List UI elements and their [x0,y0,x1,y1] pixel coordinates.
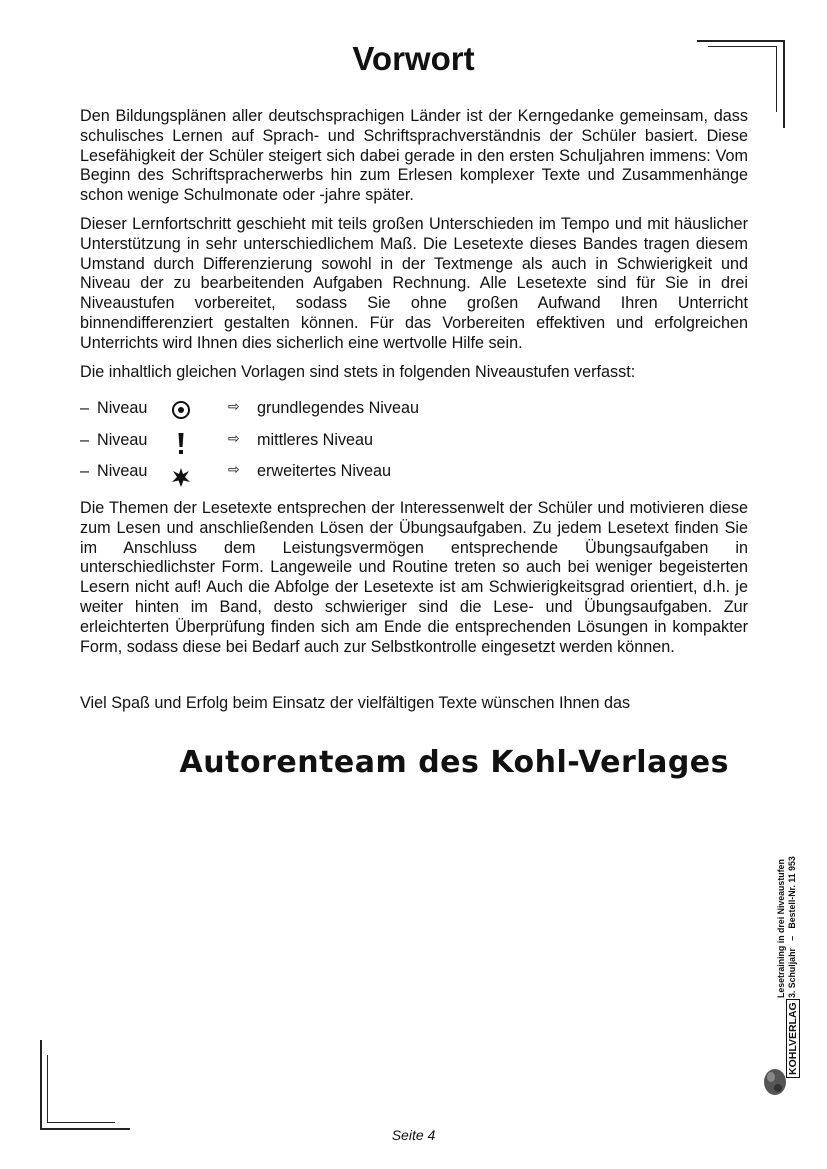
circle-dot-icon [170,397,192,423]
page-number: Seite 4 [391,1127,436,1143]
level-description: erweitertes Niveau [257,462,392,480]
level-description: grundlegendes Niveau [257,399,419,417]
levels-intro-paragraph: Die inhaltlich gleichen Vorlagen sind stets in folgenden Niveaustufen verfasst: [80,363,636,381]
progress-paragraph: Dieser Lernfortschritt geschieht mit teils großen Unterschieden im Tempo und mit häuslicher Unterstützung in sehr unterschiedlichem Maß. Die Lesetexte dieses Bandes tragen diesem Umstand durch Differenzierung sowohl in der Textmenge als auch in Schwierigkeit und Niveau der zu bearbeitenden Aufgaben Rechnung. Alle Lesetexte sind für Sie in drei Niveaustufen vorbereitet, sodass Sie ohne großen Aufwand Ihren Unterricht binnendifferenziert gestalten können. Für das Vorbereiten effektiven und erfolgreichen Unterrichts wird Ihnen dies sicherlich eine wertvolle Hilfe sein. [80,215,748,352]
level-label: Niveau [97,430,148,449]
page-title: Vorwort [352,40,475,77]
star-icon [170,460,192,486]
frame-bottom-line-inner [47,1122,115,1123]
level-dash: – [80,430,90,449]
level-list [80,397,580,492]
level-label: Niveau [97,399,148,417]
publisher-logo-icon [761,1060,791,1100]
book-grade-order-number: 3. Schuljahr – Bestell-Nr. 11 953 [787,856,797,998]
exclamation-icon [170,429,192,455]
arrow-right-icon: ⇨ [228,462,240,478]
level-row-advanced [80,460,580,492]
intro-paragraph: Den Bildungsplänen aller deutschsprachigen Länder ist der Kerngedanke gemeinsam, dass schulisches Lernen auf Sprach- und Schriftsprachverständnis der Schüler basiert. Diese Lesefähigkeit der Schüler steigert sich dabei gerade in den ersten Schuljahren immens: Vom Beginn des Schriftspracherwerbs hin zum Erlesen komplexer Texte und Zusammenhänge schon wenige Schulmonate oder -jahre später. [80,107,748,205]
level-dash: – [80,399,90,417]
level-row-medium [80,429,580,461]
frame-left-line-outer [40,1040,42,1130]
level-label: Niveau [97,462,148,480]
book-info [776,856,798,998]
author-signature: Autorenteam des Kohl-Verlages [179,745,729,780]
publisher-logo-text: KOHLVERLAG [786,999,800,1078]
arrow-right-icon: ⇨ [228,399,240,415]
closing-paragraph: Viel Spaß und Erfolg beim Einsatz der vielfältigen Texte wünschen Ihnen das [80,694,631,712]
level-description: mittleres Niveau [257,430,374,449]
frame-left-line-inner [47,1055,48,1123]
book-series-title: Lesetraining in drei Niveaustufen [776,859,786,998]
level-row-basic [80,397,580,429]
topics-paragraph: Die Themen der Lesetexte entsprechen der Interessenwelt der Schüler und motivieren diese zum Lesen und anschließenden Lösen der Übungsaufgaben. Zu jedem Lesetext finden Sie im Anschluss dem Leistungsvermögen entsprechende Übungsaufgaben in unterschiedlichster Form. Langeweile und Routine treten so auch bei weniger begeisterten Lesern nicht auf! Auch die Abfolge der Lesetexte ist am Schwierigkeitsgrad orientiert, d.h. je weiter hinten im Band, desto schwieriger sind die Lese- und Übungsaufgaben. Zur erleichterten Überprüfung finden sich am Ende die entsprechenden Lösungen in kompakter Form, sodass diese bei Bedarf auch zur Selbstkontrolle eingesetzt werden können. [80,499,748,656]
arrow-right-icon: ⇨ [228,430,240,447]
level-dash: – [80,462,90,480]
